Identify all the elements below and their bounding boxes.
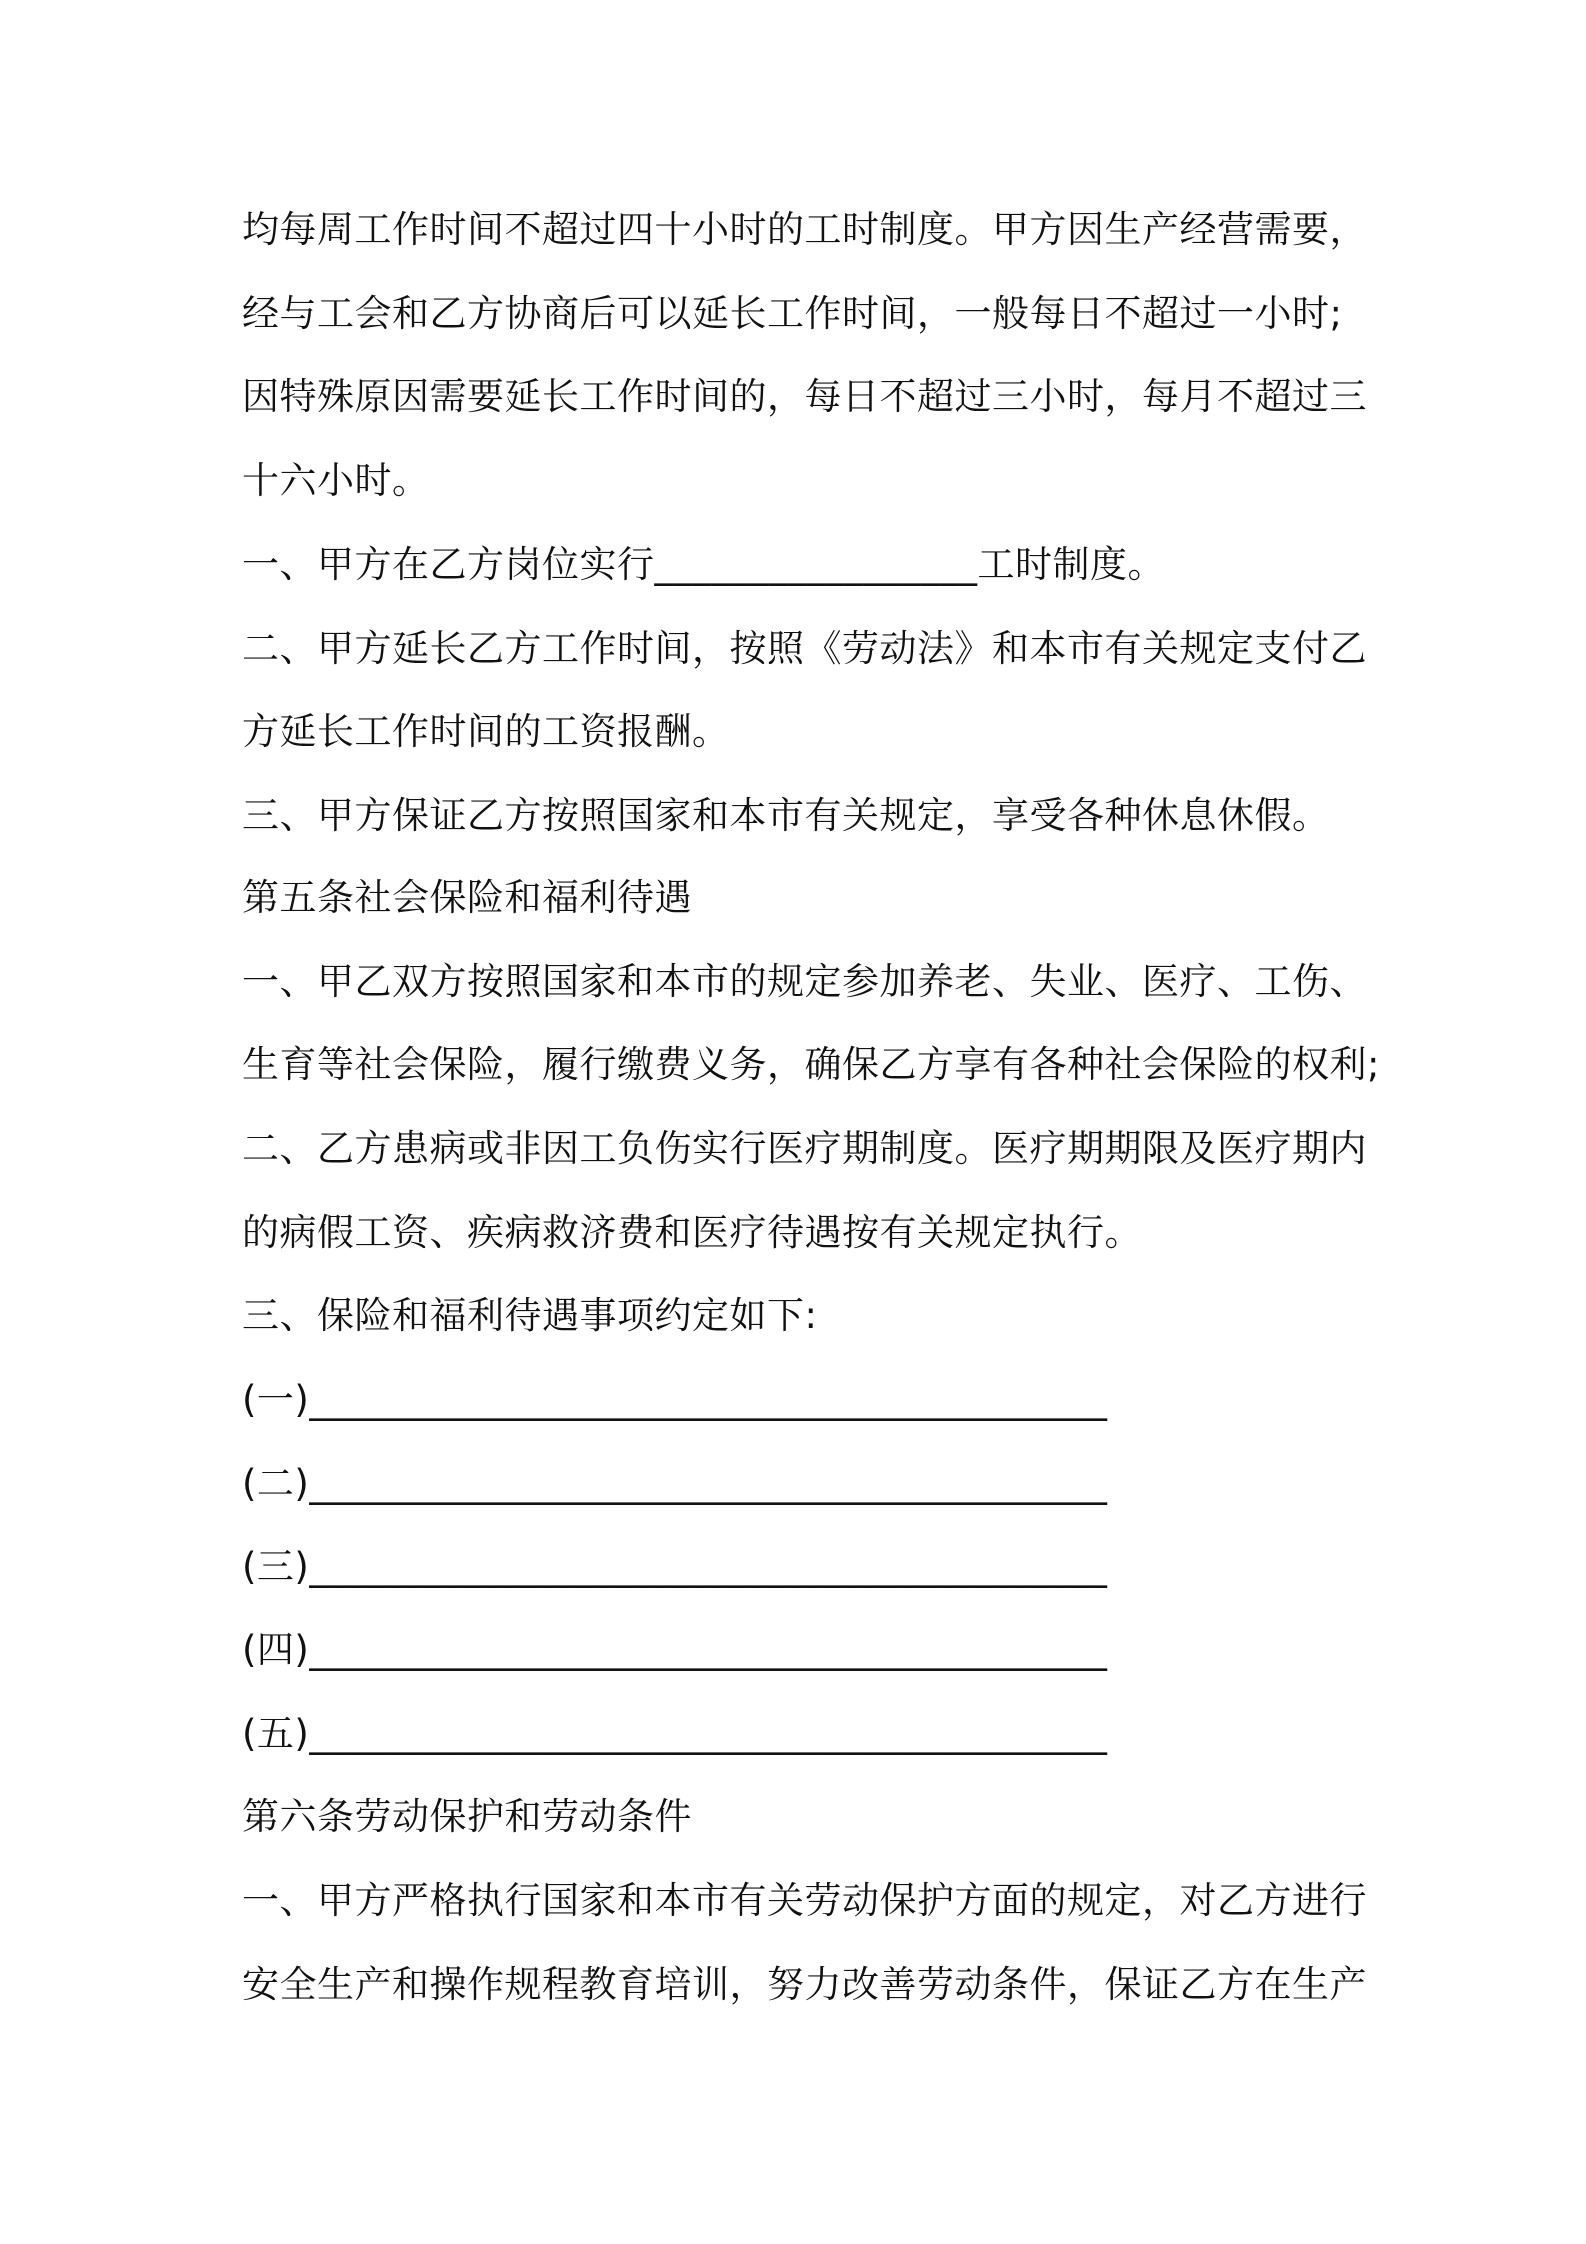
text-line: 一、甲方在乙方岗位实行_________________工时制度。 (242, 543, 1165, 586)
text-line: 方延长工作时间的工资报酬。 (242, 710, 730, 753)
blank-item-line: (五)__________________________________________ (242, 1712, 1108, 1755)
text-line: 安全生产和操作规程教育培训，努力改善劳动条件，保证乙方在生产 (242, 1963, 1367, 2006)
section-heading: 第六条劳动保护和劳动条件 (242, 1795, 692, 1838)
blank-item-line: (三)__________________________________________ (242, 1545, 1108, 1588)
text-line: 三、保险和福利待遇事项约定如下: (242, 1294, 818, 1337)
blank-item-line: (一)__________________________________________ (242, 1378, 1108, 1421)
text-line: 均每周工作时间不超过四十小时的工时制度。甲方因生产经营需要， (242, 208, 1367, 251)
text-line: 二、甲方延长乙方工作时间，按照《劳动法》和本市有关规定支付乙 (242, 627, 1367, 670)
text-line: 二、乙方患病或非因工负伤实行医疗期制度。医疗期期限及医疗期内 (242, 1127, 1367, 1170)
blank-item-line: (二)__________________________________________ (242, 1462, 1108, 1505)
text-line: 一、甲方严格执行国家和本市有关劳动保护方面的规定，对乙方进行 (242, 1879, 1367, 1922)
blank-item-line: (四)__________________________________________ (242, 1628, 1108, 1671)
text-line: 因特殊原因需要延长工作时间的，每日不超过三小时，每月不超过三 (242, 375, 1367, 418)
section-heading: 第五条社会保险和福利待遇 (242, 876, 692, 919)
text-line: 三、甲方保证乙方按照国家和本市有关规定，享受各种休息休假。 (242, 794, 1330, 837)
text-line: 经与工会和乙方协商后可以延长工作时间，一般每日不超过一小时; (242, 292, 1343, 335)
text-line: 的病假工资、疾病救济费和医疗待遇按有关规定执行。 (242, 1211, 1142, 1254)
text-line: 十六小时。 (242, 459, 430, 502)
text-line: 生育等社会保险，履行缴费义务，确保乙方享有各种社会保险的权利; (242, 1043, 1380, 1086)
text-line: 一、甲乙双方按照国家和本市的规定参加养老、失业、医疗、工伤、 (242, 960, 1367, 1003)
